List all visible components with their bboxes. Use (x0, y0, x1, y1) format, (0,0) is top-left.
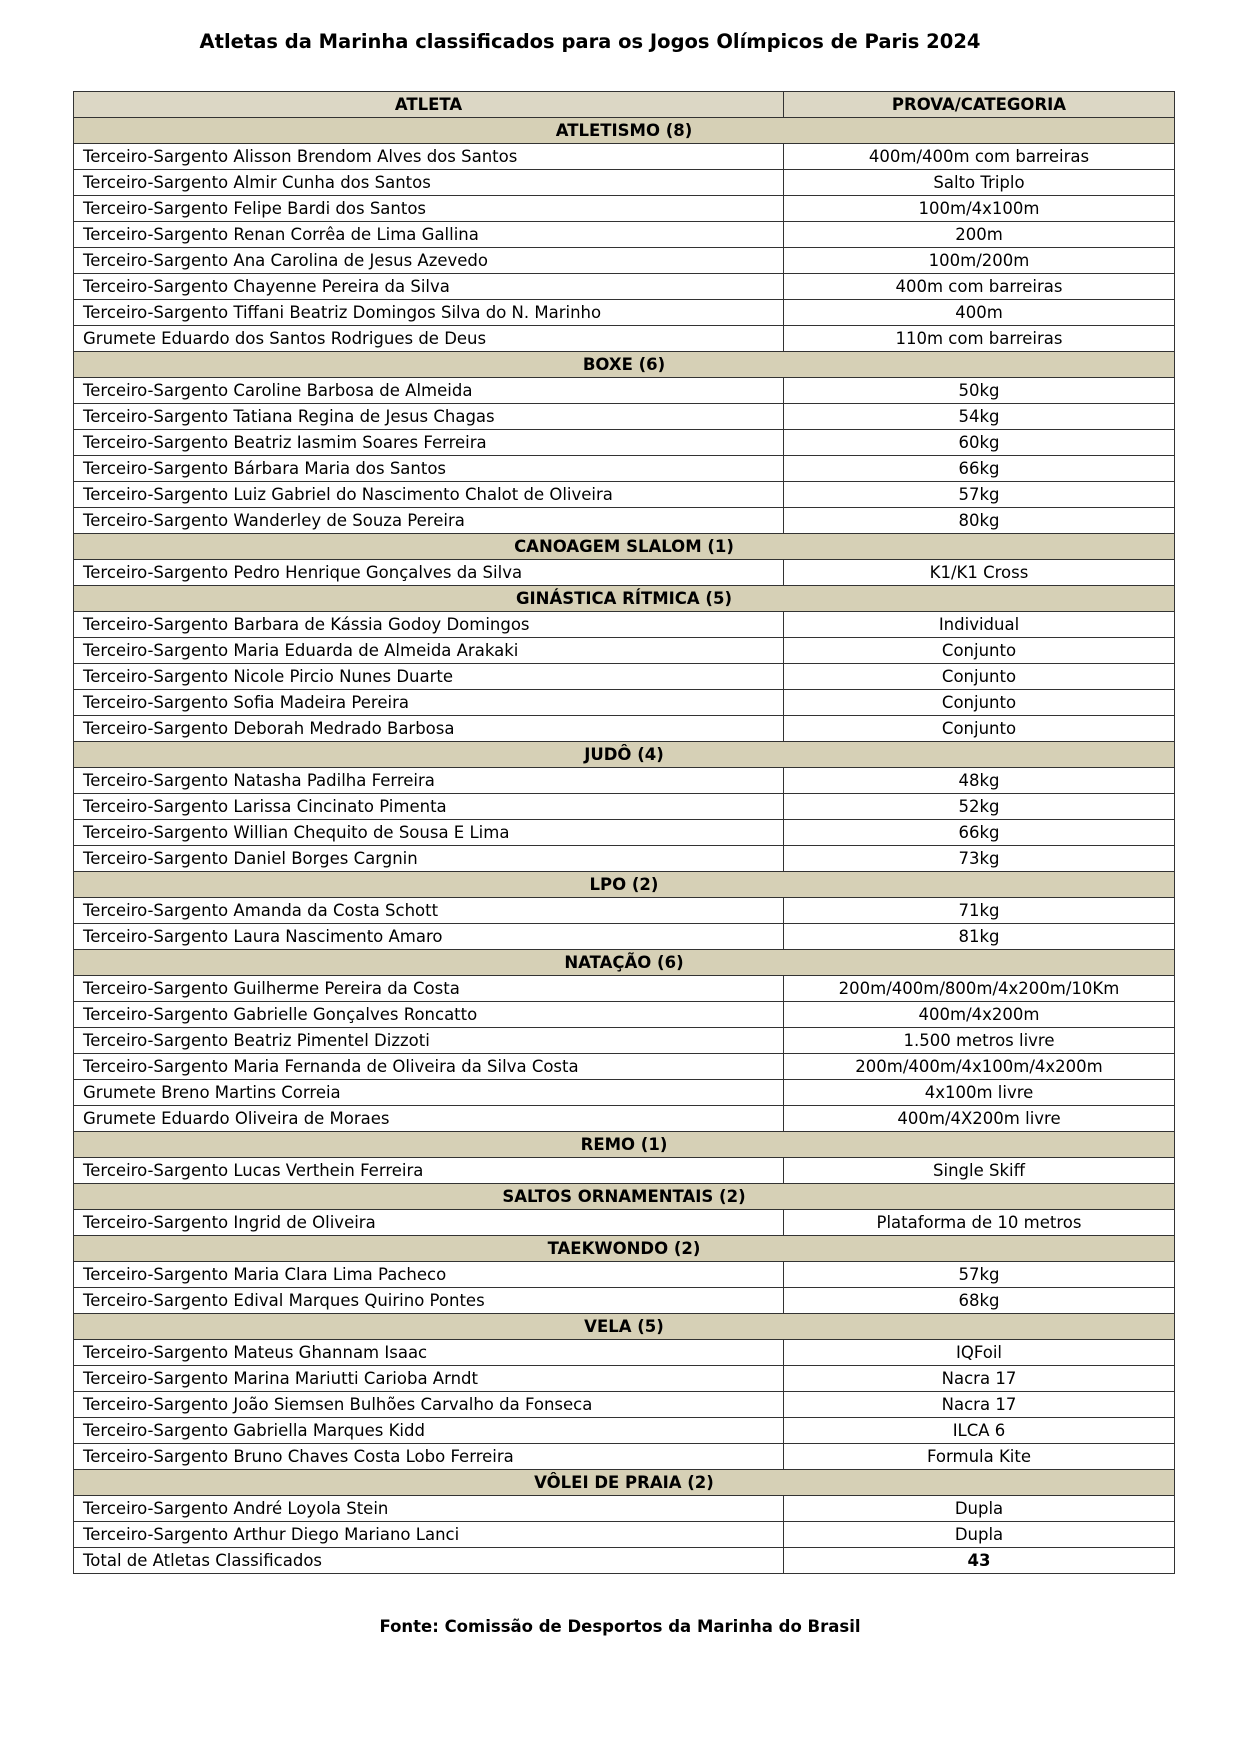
athlete-name: Grumete Eduardo Oliveira de Moraes (74, 1106, 784, 1132)
athlete-event: 400m/4x200m (784, 1002, 1175, 1028)
athlete-event: 66kg (784, 456, 1175, 482)
athlete-name: Terceiro-Sargento Lucas Verthein Ferreira (74, 1158, 784, 1184)
athlete-name: Grumete Breno Martins Correia (74, 1080, 784, 1106)
category-row (74, 352, 1175, 378)
athlete-row (74, 1106, 1175, 1132)
athlete-event: Conjunto (784, 716, 1175, 742)
athlete-row (74, 612, 1175, 638)
athlete-event: 66kg (784, 820, 1175, 846)
athlete-name: Terceiro-Sargento Tiffani Beatriz Domingos Silva do N. Marinho (74, 300, 784, 326)
total-row (74, 1548, 1175, 1574)
athlete-name: Terceiro-Sargento Laura Nascimento Amaro (74, 924, 784, 950)
category-label: GINÁSTICA RÍTMICA (5) (74, 586, 1175, 612)
athlete-event: K1/K1 Cross (784, 560, 1175, 586)
athlete-name: Terceiro-Sargento Renan Corrêa de Lima Gallina (74, 222, 784, 248)
athlete-event: 200m/400m/800m/4x200m/10Km (784, 976, 1175, 1002)
athlete-event: 100m/200m (784, 248, 1175, 274)
athlete-row (74, 664, 1175, 690)
category-label: REMO (1) (74, 1132, 1175, 1158)
athlete-name: Terceiro-Sargento Willian Chequito de Sousa E Lima (74, 820, 784, 846)
category-row (74, 534, 1175, 560)
athletes-table-body (74, 92, 1175, 1574)
category-row (74, 118, 1175, 144)
athlete-name: Terceiro-Sargento Almir Cunha dos Santos (74, 170, 784, 196)
category-row (74, 1184, 1175, 1210)
athlete-row (74, 976, 1175, 1002)
athlete-event: 71kg (784, 898, 1175, 924)
athlete-row (74, 716, 1175, 742)
athlete-event: 110m com barreiras (784, 326, 1175, 352)
athlete-name: Terceiro-Sargento Beatriz Pimentel Dizzoti (74, 1028, 784, 1054)
category-label: CANOAGEM SLALOM (1) (74, 534, 1175, 560)
athlete-row (74, 1522, 1175, 1548)
category-label: TAEKWONDO (2) (74, 1236, 1175, 1262)
athlete-event: Formula Kite (784, 1444, 1175, 1470)
athlete-name: Terceiro-Sargento Edival Marques Quirino Pontes (74, 1288, 784, 1314)
athlete-name: Terceiro-Sargento Tatiana Regina de Jesus Chagas (74, 404, 784, 430)
athlete-row (74, 196, 1175, 222)
athlete-event: 400m/4X200m livre (784, 1106, 1175, 1132)
athlete-row (74, 326, 1175, 352)
athlete-name: Terceiro-Sargento Ingrid de Oliveira (74, 1210, 784, 1236)
athlete-row (74, 378, 1175, 404)
athlete-row (74, 1418, 1175, 1444)
category-label: SALTOS ORNAMENTAIS (2) (74, 1184, 1175, 1210)
source-note: Fonte: Comissão de Desportos da Marinha do Brasil (379, 1617, 861, 1636)
athlete-name: Terceiro-Sargento Daniel Borges Cargnin (74, 846, 784, 872)
athlete-row (74, 560, 1175, 586)
athlete-name: Terceiro-Sargento Barbara de Kássia Godoy Domingos (74, 612, 784, 638)
athlete-event: 200m (784, 222, 1175, 248)
category-row (74, 1470, 1175, 1496)
column-header-athlete: ATLETA (74, 92, 784, 118)
athlete-event: 48kg (784, 768, 1175, 794)
athlete-row (74, 1444, 1175, 1470)
athlete-row (74, 456, 1175, 482)
athlete-row (74, 846, 1175, 872)
athlete-row (74, 1210, 1175, 1236)
athlete-event: 4x100m livre (784, 1080, 1175, 1106)
athlete-row (74, 924, 1175, 950)
athlete-event: Conjunto (784, 664, 1175, 690)
athlete-row (74, 898, 1175, 924)
athlete-event: 81kg (784, 924, 1175, 950)
athlete-name: Terceiro-Sargento Alisson Brendom Alves dos Santos (74, 144, 784, 170)
athlete-row (74, 690, 1175, 716)
category-label: JUDÔ (4) (74, 742, 1175, 768)
athlete-event: 200m/400m/4x100m/4x200m (784, 1054, 1175, 1080)
category-row (74, 950, 1175, 976)
category-label: LPO (2) (74, 872, 1175, 898)
total-label: Total de Atletas Classificados (74, 1548, 784, 1574)
athlete-event: Plataforma de 10 metros (784, 1210, 1175, 1236)
category-label: BOXE (6) (74, 352, 1175, 378)
athlete-name: Terceiro-Sargento Luiz Gabriel do Nascimento Chalot de Oliveira (74, 482, 784, 508)
athlete-event: 50kg (784, 378, 1175, 404)
column-header-event: PROVA/CATEGORIA (784, 92, 1175, 118)
athlete-name: Terceiro-Sargento Caroline Barbosa de Almeida (74, 378, 784, 404)
category-row (74, 742, 1175, 768)
athlete-name: Terceiro-Sargento Mateus Ghannam Isaac (74, 1340, 784, 1366)
athlete-event: 1.500 metros livre (784, 1028, 1175, 1054)
athlete-event: 57kg (784, 1262, 1175, 1288)
athlete-row (74, 1262, 1175, 1288)
athlete-name: Terceiro-Sargento Arthur Diego Mariano Lanci (74, 1522, 784, 1548)
category-label: NATAÇÃO (6) (74, 950, 1175, 976)
athletes-table (73, 91, 1175, 1574)
athlete-name: Terceiro-Sargento Larissa Cincinato Pimenta (74, 794, 784, 820)
athlete-name: Terceiro-Sargento Marina Mariutti Carioba Arndt (74, 1366, 784, 1392)
athlete-name: Terceiro-Sargento André Loyola Stein (74, 1496, 784, 1522)
athlete-name: Grumete Eduardo dos Santos Rodrigues de Deus (74, 326, 784, 352)
category-row (74, 1314, 1175, 1340)
athlete-row (74, 170, 1175, 196)
athlete-event: Salto Triplo (784, 170, 1175, 196)
table-header-row (74, 92, 1175, 118)
athlete-event: Dupla (784, 1496, 1175, 1522)
athlete-event: ILCA 6 (784, 1418, 1175, 1444)
athlete-event: IQFoil (784, 1340, 1175, 1366)
athlete-event: 400m com barreiras (784, 274, 1175, 300)
category-row (74, 872, 1175, 898)
athlete-name: Terceiro-Sargento João Siemsen Bulhões Carvalho da Fonseca (74, 1392, 784, 1418)
athlete-event: 54kg (784, 404, 1175, 430)
athlete-row (74, 508, 1175, 534)
athlete-event: 60kg (784, 430, 1175, 456)
athlete-name: Terceiro-Sargento Amanda da Costa Schott (74, 898, 784, 924)
category-label: ATLETISMO (8) (74, 118, 1175, 144)
athlete-name: Terceiro-Sargento Gabrielle Gonçalves Roncatto (74, 1002, 784, 1028)
athlete-event: 80kg (784, 508, 1175, 534)
athlete-name: Terceiro-Sargento Wanderley de Souza Pereira (74, 508, 784, 534)
athlete-event: 57kg (784, 482, 1175, 508)
athlete-event: Nacra 17 (784, 1366, 1175, 1392)
athlete-name: Terceiro-Sargento Sofia Madeira Pereira (74, 690, 784, 716)
athlete-row (74, 404, 1175, 430)
category-row (74, 1132, 1175, 1158)
category-row (74, 586, 1175, 612)
athlete-event: 400m/400m com barreiras (784, 144, 1175, 170)
athlete-event: 100m/4x100m (784, 196, 1175, 222)
athlete-row (74, 768, 1175, 794)
category-label: VELA (5) (74, 1314, 1175, 1340)
total-value: 43 (784, 1548, 1175, 1574)
athlete-row (74, 1054, 1175, 1080)
athlete-row (74, 274, 1175, 300)
athlete-name: Terceiro-Sargento Pedro Henrique Gonçalves da Silva (74, 560, 784, 586)
athlete-name: Terceiro-Sargento Deborah Medrado Barbosa (74, 716, 784, 742)
category-label: VÔLEI DE PRAIA (2) (74, 1470, 1175, 1496)
athlete-row (74, 430, 1175, 456)
athlete-row (74, 1496, 1175, 1522)
athlete-event: Single Skiff (784, 1158, 1175, 1184)
athlete-name: Terceiro-Sargento Guilherme Pereira da Costa (74, 976, 784, 1002)
athlete-event: Dupla (784, 1522, 1175, 1548)
athlete-event: Individual (784, 612, 1175, 638)
athlete-row (74, 1340, 1175, 1366)
athlete-row (74, 820, 1175, 846)
athlete-name: Terceiro-Sargento Gabriella Marques Kidd (74, 1418, 784, 1444)
athlete-row (74, 1392, 1175, 1418)
athlete-event: 400m (784, 300, 1175, 326)
athlete-event: Conjunto (784, 690, 1175, 716)
page-title: Atletas da Marinha classificados para os Jogos Olímpicos de Paris 2024 (199, 30, 981, 53)
athlete-row (74, 144, 1175, 170)
athlete-event: 68kg (784, 1288, 1175, 1314)
athlete-name: Terceiro-Sargento Beatriz Iasmim Soares Ferreira (74, 430, 784, 456)
athlete-row (74, 300, 1175, 326)
athlete-name: Terceiro-Sargento Natasha Padilha Ferreira (74, 768, 784, 794)
athlete-name: Terceiro-Sargento Nicole Pircio Nunes Duarte (74, 664, 784, 690)
athlete-name: Terceiro-Sargento Bruno Chaves Costa Lobo Ferreira (74, 1444, 784, 1470)
athlete-name: Terceiro-Sargento Maria Fernanda de Oliveira da Silva Costa (74, 1054, 784, 1080)
athlete-name: Terceiro-Sargento Maria Eduarda de Almeida Arakaki (74, 638, 784, 664)
athlete-row (74, 1158, 1175, 1184)
athlete-row (74, 1080, 1175, 1106)
athlete-event: Conjunto (784, 638, 1175, 664)
category-row (74, 1236, 1175, 1262)
athlete-name: Terceiro-Sargento Chayenne Pereira da Silva (74, 274, 784, 300)
athlete-row (74, 1366, 1175, 1392)
athlete-name: Terceiro-Sargento Ana Carolina de Jesus Azevedo (74, 248, 784, 274)
athlete-name: Terceiro-Sargento Maria Clara Lima Pacheco (74, 1262, 784, 1288)
athlete-event: Nacra 17 (784, 1392, 1175, 1418)
athlete-event: 52kg (784, 794, 1175, 820)
athlete-row (74, 222, 1175, 248)
athlete-row (74, 1028, 1175, 1054)
athlete-name: Terceiro-Sargento Bárbara Maria dos Santos (74, 456, 784, 482)
athlete-name: Terceiro-Sargento Felipe Bardi dos Santos (74, 196, 784, 222)
athlete-row (74, 1002, 1175, 1028)
athlete-row (74, 1288, 1175, 1314)
athlete-row (74, 248, 1175, 274)
athlete-row (74, 638, 1175, 664)
athlete-row (74, 482, 1175, 508)
athlete-event: 73kg (784, 846, 1175, 872)
athlete-row (74, 794, 1175, 820)
